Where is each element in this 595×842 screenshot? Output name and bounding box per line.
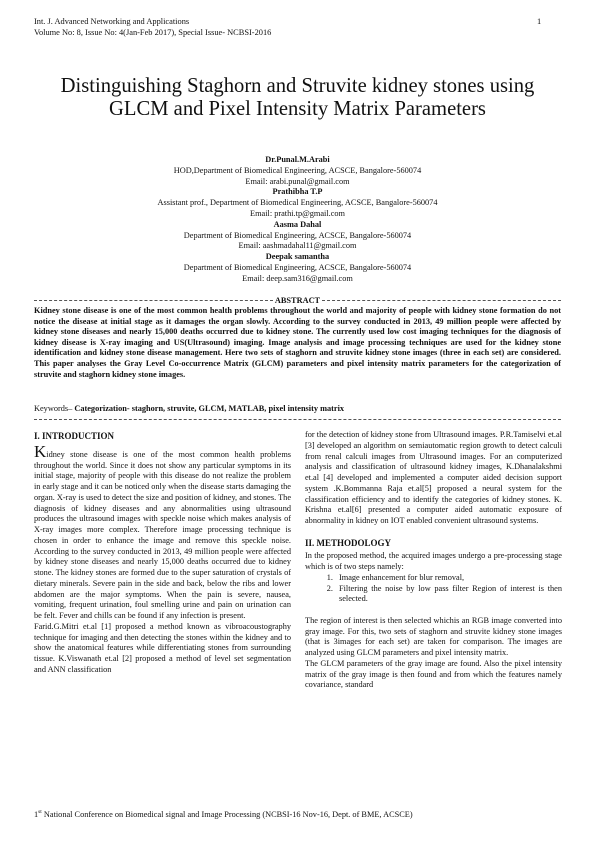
intro-paragraph-2: Farid.G.Mitri et.al [1] proposed a method known as vibroacoustography technique for imaging and then detecting the stones within the kidney and to show the anatomical features while differentiating stones from surrounding tissue. K.Viswanath et.al [2] proposed a method of level set segmentation and ANN classification [34,621,291,674]
author-name: Dr.Punal.M.Arabi [265,155,330,164]
author-name: Prathibha T.P [272,187,323,197]
preprocessing-steps-list [305,573,562,605]
intro-paragraph-2-continued: for the detection of kidney stone from Ultrasound images. P.R.Tamiselvi et.al [3] developed an algorithm on semiautomatic region growth to detect calculi from renal calculi images from Ultrasound images. For an computerized analysis and classification of ultrasound kidney images, K.Dhanalakshmi et.al [4] developed and implemented a computer aided decision support system .K.Bommanna Raja et.al[5] proposed a neural system for the classification efficiency and to identify the categories of kidney stones. K. Krishna et.al[6] presented a computer aided automatic exposure of abnormality in kidney on IOT enabled convenient ultrasound systems. [305,430,562,525]
author-block [40,155,555,285]
journal-volume: Volume No: 8, Issue No: 4(Jan-Feb 2017), Special Issue- NCBSI-2016 [34,27,272,37]
list-item: 1. Image enhancement for blur removal, [335,573,562,584]
list-item: 2. Filtering the noise by low pass filter Region of interest is then selected. [335,584,562,606]
intro-paragraph-1-text: idney stone disease is one of the most common health problems throughout the world. Since it does not show any particular symptoms in its initial stage, majority of people with this disease do not realize the problem in early stage and it can be noticed only when the disease starts damaging the organ. X-ray is used to detect the size and position of kidney, and stones. The diagnosis of kidney diseases and any abnormalities using ultrasound produces the ultrasound images with speckle noise which makes analysis of X-ray images more complex. Therefore image processing technique is chosen in order to enhance the image and remove this speckle noise. According to the survey conducted in 2013, 49 million people were affected by kidney stone diseases and nearly 15,000 deaths occurred due to kidney stone. The kidney stones are formed due to the super saturation of crystals of dietary minerals. Severe pain in the side and back, below the ribs and lower abdomen are the major symptoms. When the pain is severe, nausea, vomiting, frequent urination, foul smelling urine and pain on urination can be felt. Fever and chills can be found if any infection is present. [34,449,291,620]
section-heading-methodology: II. METHODOLOGY [305,537,392,548]
footer-superscript: st [38,809,42,816]
author-affiliation: Assistant prof., Department of Biomedical Engineering, ACSCE, Bangalore-560074 [157,198,438,208]
paper-title: Distinguishing Staghorn and Struvite kidney stones using GLCM and Pixel Intensity Matrix Parameters [60,75,535,120]
keywords-values: Categorization- staghorn, struvite, GLCM, MATLAB, pixel intensity matrix [74,404,345,413]
keywords-label: Keywords– [34,404,73,413]
methodology-intro: In the proposed method, the acquired images undergo a pre-processing stage which is of two steps namely: [305,551,562,571]
left-column [34,431,291,676]
author-affiliation: Department of Biomedical Engineering, ACSCE, Bangalore-560074 [183,230,412,240]
abstract-text: Kidney stone disease is one of the most common health problems throughout the world and majority of people with kidney stone formation do not notice the disease at initial stage as it damages the organ slowly. According to the survey conducted in 2013, 49 million people were affected by kidney stone diseases and nearly 15,000 deaths occurred due to kidney stone. The currently used low cost imaging techniques for the diagnosis of kidney disease is X-ray imaging and US(Ultrasound) imaging. Image analysis and image processing techniques are used for the kidney stone identification and kidney stone disease management. Here two sets of staghorn and struvite kidney stone images (three in each set) are considered. This paper analyses the Gray Level Co-occurrence Matrix (GLCM) parameters and pixel intensity matrix parameters for the categorization of struvite and staghorn kidney stone images. [34,306,561,379]
methodology-paragraph-1: The region of interest is then selected whichis an RGB image converted into gray image. For this, two sets of staghorn and struvite kidney stone images (that is 3images for each set) are taken for comparison. The images are analyzed using GLCM parameters and pixel intensity matrix. [305,615,562,657]
author-name: Deepak samantha [265,252,330,262]
section-divider [34,419,561,420]
right-column [305,430,562,691]
author-name: Aasma Dahal [273,219,322,229]
section-heading-introduction: I. INTRODUCTION [34,431,115,441]
author-email: Email: arabi.punal@gmail.com [245,176,350,186]
running-header [34,17,271,38]
author-email: Email: deep.sam316@gmail.com [242,273,353,283]
methodology-paragraph-2: The GLCM parameters of the gray image are found. Also the pixel intensity matrix of the gray image is then found and from which the features namely covariance, standard [305,658,562,690]
keywords-line [34,404,561,415]
abstract-divider [34,295,561,305]
page-number: 1 [537,17,542,26]
footer-ordinal: 1 [34,810,39,819]
author-affiliation: Department of Biomedical Engineering, ACSCE, Bangalore-560074 [183,262,412,272]
abstract-label: ABSTRACT [274,295,321,305]
page-footer [34,810,561,819]
intro-paragraph-1 [34,441,291,622]
drop-cap: K [34,441,47,461]
author-affiliation: HOD,Department of Biomedical Engineering, ACSCE, Bangalore-560074 [173,165,422,175]
author-email: Email: aashmadahal11@gmail.com [238,241,357,251]
footer-text: National Conference on Biomedical signal and Image Processing (NCBSI-16 Nov-16, Dept. of BME, ACSCE) [41,810,413,819]
author-email: Email: prathi.tp@gmail.com [250,208,345,218]
journal-name: Int. J. Advanced Networking and Applications [34,17,190,26]
